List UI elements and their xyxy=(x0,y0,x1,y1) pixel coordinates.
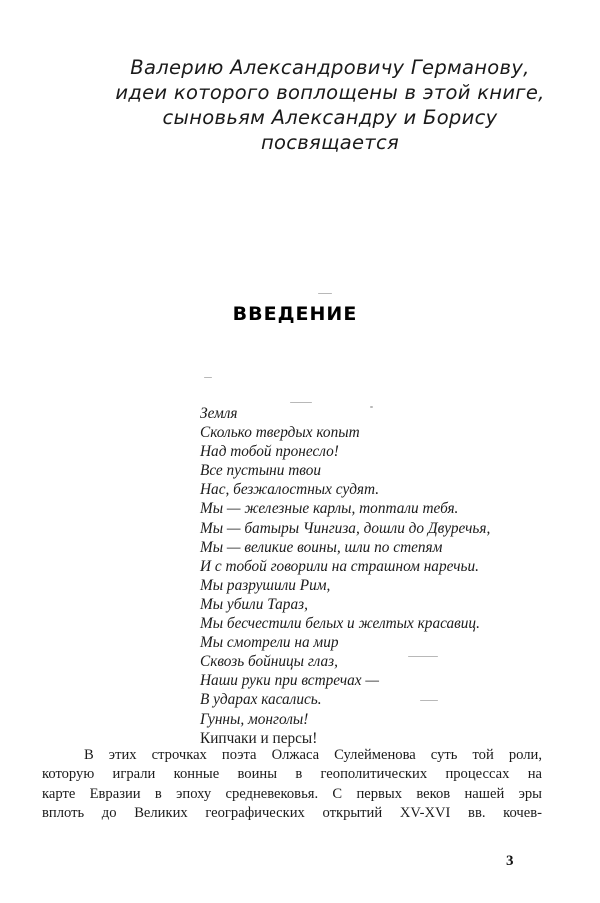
poem-line: Мы разрушили Рим, xyxy=(200,576,331,594)
poem xyxy=(200,404,490,748)
paragraph-line: В этих строчках поэта Олжаса Сулейменова суть той роли, xyxy=(84,747,542,763)
dedication-line: посвящается xyxy=(260,131,400,154)
poem-line: Кипчаки и персы! xyxy=(200,729,318,747)
scan-speck xyxy=(420,700,438,701)
poem-line: Все пустыни твои xyxy=(200,462,322,480)
page-number: 3 xyxy=(506,853,514,869)
scan-speck xyxy=(318,293,332,294)
poem-line: Сквозь бойницы глаз, xyxy=(200,653,338,671)
section-title: ВВЕДЕНИЕ xyxy=(232,303,358,325)
poem-line: Нас, безжалостных судят. xyxy=(200,481,380,499)
poem-line: Наши руки при встречах — xyxy=(200,672,380,690)
poem-line: Мы смотрели на мир xyxy=(200,634,339,652)
poem-line: В ударах касались. xyxy=(200,691,322,709)
poem-line: Над тобой пронесло! xyxy=(200,443,339,461)
body-paragraph xyxy=(42,746,542,823)
poem-line: Сколько твердых копыт xyxy=(200,424,360,442)
poem-line: И с тобой говорили на страшном наречьи. xyxy=(200,557,479,575)
dedication-line: Валерию Александровичу Германову, xyxy=(130,56,530,79)
poem-line: Земля xyxy=(200,405,238,422)
scan-speck xyxy=(290,402,312,403)
scan-speck xyxy=(370,406,373,408)
poem-line: Мы — железные карлы, топтали тебя. xyxy=(200,500,459,518)
poem-line: Мы бесчестили белых и желтых красавиц. xyxy=(200,615,480,633)
paragraph-line: карте Евразии в эпоху средневековья. С первых веков нашей эры xyxy=(42,785,542,802)
dedication-line: сыновьям Александру и Борису xyxy=(162,106,498,129)
dedication xyxy=(100,55,560,155)
poem-line: Мы убили Тараз, xyxy=(200,595,308,613)
poem-line: Мы — великие воины, шли по степям xyxy=(200,538,443,556)
paragraph-line: которую играли конные воины в геополитических процессах на xyxy=(42,766,542,783)
scan-speck xyxy=(408,656,438,657)
poem-line: Гунны, монголы! xyxy=(200,710,309,728)
paragraph-line: вплоть до Великих географических открытий XV-XVI вв. кочев- xyxy=(42,804,542,821)
poem-line: Мы — батыры Чингиза, дошли до Двуречья, xyxy=(200,519,491,537)
scan-speck xyxy=(204,377,212,378)
dedication-line: идеи которого воплощены в этой книге, xyxy=(115,81,545,104)
